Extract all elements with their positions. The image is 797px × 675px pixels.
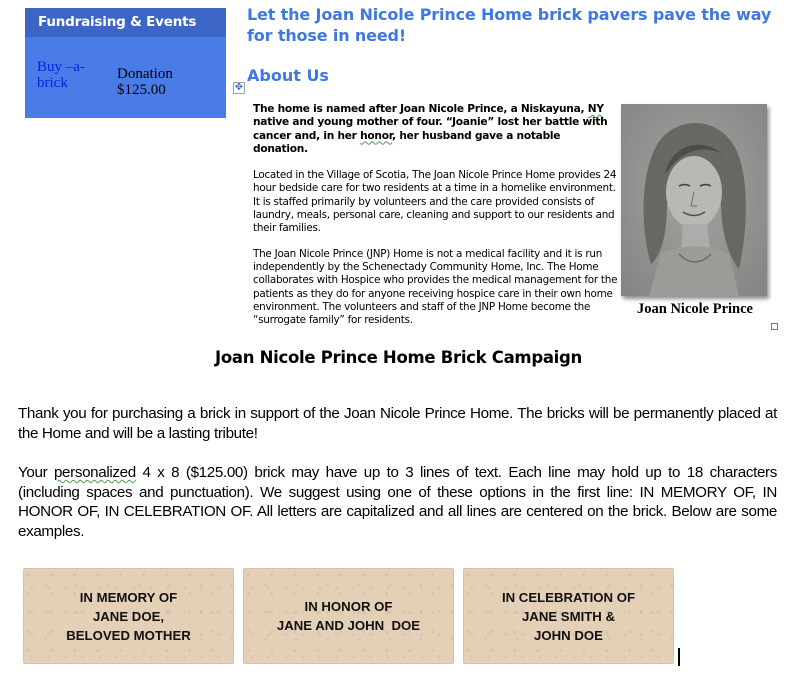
brick-line: BELOVED MOTHER xyxy=(66,627,191,643)
instructions-text-b: 4 x 8 ($125.00) brick may have up to 3 lines of text. Each line may hold up to 18 characters (including spaces and punctuation). We suggest using one of these options in the first line: IN MEMORY OF, IN HONOR OF, IN CELEBRATION OF. All letters are capitalized and all lines are centered on the brick. Below are some examples. xyxy=(18,464,777,540)
intro-text-honor: honor xyxy=(360,129,393,142)
example-brick-memory xyxy=(23,568,234,664)
table-move-handle-icon[interactable]: ✥ xyxy=(234,82,244,93)
intro-text-ny: NY xyxy=(587,103,604,115)
instructions-text-personalized: personalized xyxy=(53,464,136,481)
portrait-sketch-icon xyxy=(621,104,767,296)
brick-line: JANE SMITH & xyxy=(521,608,616,624)
object-anchor-handle-icon[interactable] xyxy=(771,323,778,330)
about-us-heading: About Us xyxy=(247,66,329,85)
brick-line: IN MEMORY OF xyxy=(79,589,178,605)
donation-amount: $125.00 xyxy=(117,82,166,98)
example-brick-honor xyxy=(243,568,454,664)
instructions-text-a: Your xyxy=(18,464,54,481)
buy-a-brick-link[interactable]: Buy –a-brick xyxy=(37,59,85,91)
fundraising-events-title: Fundraising & Events xyxy=(25,8,226,37)
brick-campaign-title: Joan Nicole Prince Home Brick Campaign xyxy=(215,348,582,367)
fundraising-events-box xyxy=(25,8,226,118)
about-paragraph-location: Located in the Village of Scotia, The Joan Nicole Prince Home provides 24 hour bedside care for two residents at a time in a homelike environment. It is staffed primarily by volunteers and the care provided consists of laundry, meals, personal care, cleaning and support to our residents and their families. xyxy=(253,169,617,235)
donation-info xyxy=(117,66,173,98)
intro-text-a: The home is named after Joan Nicole Prince, a Niskayuna, xyxy=(253,103,588,115)
about-paragraph-jnp: The Joan Nicole Prince (JNP) Home is not a medical facility and it is run independently by the Schenectady Community Home, Inc. The Home collaborates with Hospice who provides the medical management for the patients as they do for anyone receiving hospice care in their own home environment. The volunteers and staff of the JNP Home become the “surrogate family” for residents. xyxy=(253,247,618,327)
intro-text-b: native and young mother of four. “Joanie” lost her battle with cancer and, in her xyxy=(253,116,608,142)
joan-nicole-prince-portrait xyxy=(621,104,767,296)
page-headline: Let the Joan Nicole Prince Home brick pavers pave the way for those in need! xyxy=(247,5,772,45)
example-brick-celebration xyxy=(463,568,674,664)
campaign-thank-you-paragraph: Thank you for purchasing a brick in support of the Joan Nicole Prince Home. The bricks will be permanently placed at the Home and will be a lasting tribute! xyxy=(18,405,777,442)
portrait-caption: Joan Nicole Prince xyxy=(637,301,753,317)
brick-line: JANE AND JOHN DOE xyxy=(276,618,421,633)
fundraising-events-body xyxy=(25,37,226,118)
about-intro xyxy=(253,103,618,156)
donation-label: Donation xyxy=(117,66,173,82)
brick-line: JOHN DOE xyxy=(534,627,603,643)
text-cursor xyxy=(678,648,680,666)
intro-text-c: , her husband gave a notable donation. xyxy=(253,129,561,155)
brick-line: IN CELEBRATION OF xyxy=(501,589,636,605)
brick-line: IN HONOR OF xyxy=(304,599,393,614)
campaign-instructions-paragraph xyxy=(18,463,777,541)
about-us-text xyxy=(253,103,618,339)
brick-line: JANE DOE, xyxy=(92,608,165,624)
